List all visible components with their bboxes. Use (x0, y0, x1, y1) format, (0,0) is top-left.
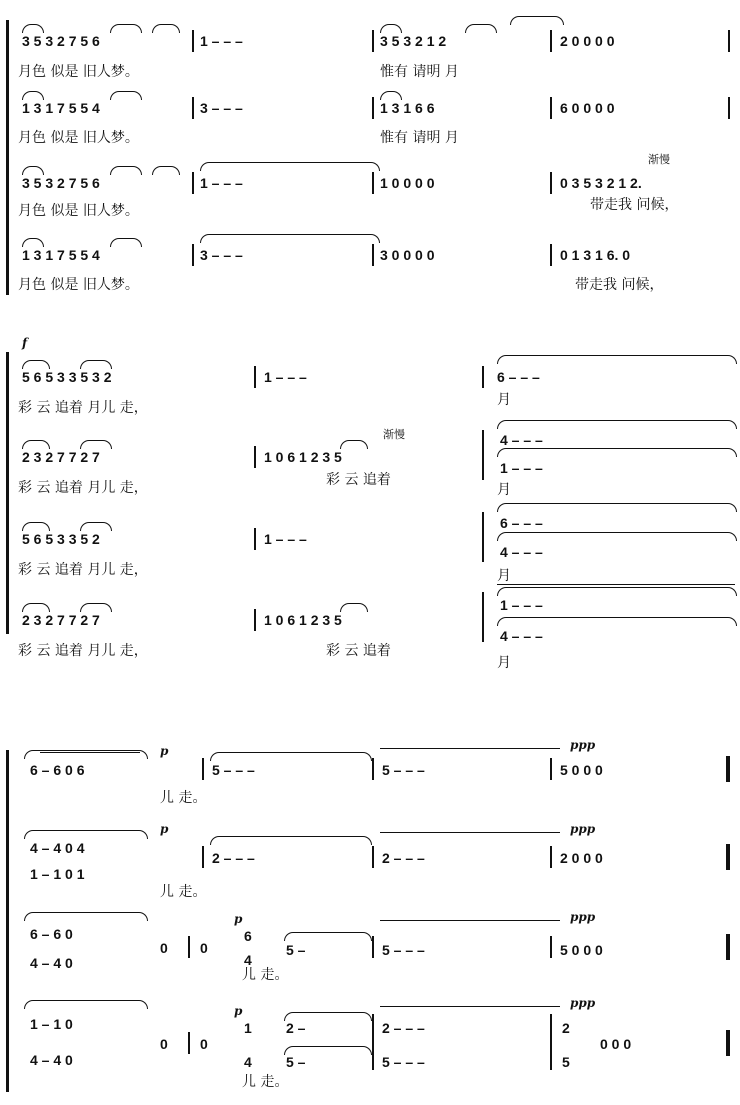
tie (380, 24, 402, 33)
dynamic-piano: p (160, 744, 169, 758)
tie (497, 617, 737, 626)
tie (497, 532, 737, 541)
notes-v4-m4b: 5 (562, 1054, 570, 1070)
notes-v2-m3: 1 3 1 6 6 (380, 100, 435, 116)
notes-v1-m3: 6 – – – (497, 369, 540, 385)
barline (254, 366, 256, 388)
notes-v4-m2: 1 0 6 1 2 3 5 (264, 612, 342, 628)
diminuendo (380, 1006, 560, 1007)
barline (550, 97, 552, 119)
tempo-mark: 渐慢 (383, 428, 405, 441)
tie (24, 912, 148, 921)
tie (497, 355, 737, 364)
barline (372, 1014, 374, 1070)
notes-v2-m3a: 4 – – – (500, 432, 543, 448)
notes-v1-m2: 1 – – – (264, 369, 307, 385)
tie (80, 360, 112, 369)
notes-v1-m1: 6 – 6 0 6 (30, 762, 85, 778)
barline (188, 1032, 190, 1054)
barline (550, 30, 552, 52)
notes-v4-m3: 3 0 0 0 0 (380, 247, 435, 263)
tie (200, 234, 380, 243)
notes-v4-m1b: 4 – 4 0 (30, 1052, 73, 1068)
diminuendo (380, 920, 560, 921)
notes-v2-m1b: 1 – 1 0 1 (30, 866, 85, 882)
dynamic-piano: p (234, 1004, 243, 1018)
tie (80, 440, 112, 449)
tie (110, 166, 142, 175)
dynamic-ppp: ppp (570, 738, 596, 752)
lyric-v2-a: 月色 似是 旧人梦。 (18, 130, 139, 146)
tie (24, 1000, 148, 1009)
lyric-v4-b: 彩 云 追着 (326, 643, 391, 659)
tie (22, 522, 50, 531)
notes-v4-m4a: 2 (562, 1020, 570, 1036)
barline (482, 592, 484, 642)
tie (110, 238, 142, 247)
barline (728, 97, 730, 119)
notes-v4-m4: 0 1 3 1 6. 0 (560, 247, 631, 263)
barline (550, 1014, 552, 1070)
notes-v1-m4: 5 0 0 0 (560, 762, 603, 778)
barline (254, 446, 256, 468)
notes-v1-m2: 1 – – – (200, 33, 243, 49)
dynamic-piano: p (234, 912, 243, 926)
lyric-v3-a: 彩 云 追着 月儿 走， (18, 562, 148, 578)
tie (152, 24, 180, 33)
barline (372, 97, 374, 119)
notes-v3-m1b: 4 – 4 0 (30, 955, 73, 971)
tie (497, 587, 737, 596)
lyric-v1-b: 惟有 请明 月 (380, 64, 459, 80)
tie (22, 360, 50, 369)
notes-v4-m2c: 2 – (286, 1020, 306, 1036)
barline (192, 244, 194, 266)
lyric-v3-a: 月色 似是 旧人梦。 (18, 203, 139, 219)
notes-v3-m3: 5 – – – (382, 942, 425, 958)
tie (110, 91, 142, 100)
lyric-v4-a: 彩 云 追着 月儿 走， (18, 643, 148, 659)
notes-v3-m4: 0 3 5 3 2 1 2. (560, 175, 642, 191)
system-bracket (6, 20, 9, 295)
barline (550, 936, 552, 958)
tie (497, 448, 737, 457)
notes-v3-m2: 0 (200, 940, 208, 956)
tie (22, 603, 50, 612)
notes-v2-m4: 6 0 0 0 0 (560, 100, 615, 116)
lyric-v3: 儿 走。 (242, 967, 289, 983)
final-barline (726, 934, 730, 960)
notes-v4-m3a: 2 – – – (382, 1020, 425, 1036)
tie (80, 522, 112, 531)
diminuendo (40, 752, 140, 753)
dynamic-forte: f (22, 336, 28, 350)
notes-v4-m3b: 4 – – – (500, 628, 543, 644)
dynamic-ppp: ppp (570, 996, 596, 1010)
tie (22, 440, 50, 449)
barline (482, 366, 484, 388)
barline (550, 244, 552, 266)
barline (192, 97, 194, 119)
notes-v3-m4: 5 0 0 0 (560, 942, 603, 958)
notes-v3-m2: 1 – – – (200, 175, 243, 191)
lyric-v4-a: 月色 似是 旧人梦。 (18, 277, 139, 293)
notes-v2-m2: 2 – – – (212, 850, 255, 866)
notes-v2-m3: 2 – – – (382, 850, 425, 866)
lyric-v3-c: 月 (497, 568, 511, 584)
tie (210, 752, 372, 761)
dynamic-ppp: ppp (570, 910, 596, 924)
barline (254, 609, 256, 631)
final-barline (726, 844, 730, 870)
tie (210, 836, 372, 845)
barline (188, 936, 190, 958)
notes-v3-m2c: 5 – (286, 942, 306, 958)
lyric-v1-a: 彩 云 追着 月儿 走， (18, 400, 148, 416)
notes-v2-m3b: 1 – – – (500, 460, 543, 476)
notes-v4-m2b: 4 (244, 1054, 252, 1070)
notes-v4-m2: 0 (200, 1036, 208, 1052)
notes-v4-m2d: 5 – (286, 1054, 306, 1070)
lyric-v1-b: 月 (497, 392, 511, 408)
barline (550, 758, 552, 780)
notes-v1-m3: 3 5 3 2 1 2 (380, 33, 447, 49)
lyric-v3-b: 带走我 问候， (590, 197, 679, 213)
tie (497, 503, 737, 512)
barline (192, 30, 194, 52)
notes-v4-m4: 0 0 0 (600, 1036, 632, 1052)
barline (372, 30, 374, 52)
notes-v3-m3a: 6 – – – (500, 515, 543, 531)
tie (340, 603, 368, 612)
notes-v2-m2: 1 0 6 1 2 3 5 (264, 449, 342, 465)
notes-v2-m4: 2 0 0 0 (560, 850, 603, 866)
notes-v4-m3a: 1 – – – (500, 597, 543, 613)
notes-v1-m2: 5 – – – (212, 762, 255, 778)
barline (202, 846, 204, 868)
barline (482, 512, 484, 562)
barline (728, 30, 730, 52)
notes-v3-m2a: 6 (244, 928, 252, 944)
notes-v4-m3b: 5 – – – (382, 1054, 425, 1070)
barline (550, 172, 552, 194)
lyric-v2-b: 彩 云 追着 (326, 472, 391, 488)
final-barline (726, 1030, 730, 1056)
notes-v2-m1a: 4 – 4 0 4 (30, 840, 85, 856)
lyric-v1: 儿 走。 (160, 790, 207, 806)
notes-v1-m3: 5 – – – (382, 762, 425, 778)
tie (284, 932, 372, 941)
tie-line (497, 584, 735, 585)
tie (22, 24, 44, 33)
tie (22, 238, 44, 247)
notes-v4-tail: 0 (160, 1036, 168, 1052)
tie (465, 24, 497, 33)
barline (192, 172, 194, 194)
dynamic-ppp: ppp (570, 822, 596, 836)
tie (510, 16, 564, 25)
lyric-v2-a: 彩 云 追着 月儿 走， (18, 480, 148, 496)
tie (497, 420, 737, 429)
diminuendo (380, 748, 560, 749)
notes-v3-m1a: 6 – 6 0 (30, 926, 73, 942)
tie (152, 166, 180, 175)
barline (372, 936, 374, 958)
notes-v1-m1: 3 5 3 2 7 5 6 (22, 33, 100, 49)
notes-v3-m2: 1 – – – (264, 531, 307, 547)
barline (372, 846, 374, 868)
notes-v3-m2b: 4 (244, 952, 252, 968)
lyric-v1-a: 月色 似是 旧人梦。 (18, 64, 139, 80)
notes-v1-m1: 5 6 5 3 3 5 3 2 (22, 369, 112, 385)
notes-v1-m4: 2 0 0 0 0 (560, 33, 615, 49)
barline (372, 172, 374, 194)
lyric-v2-b: 惟有 请明 月 (380, 130, 459, 146)
tie (340, 440, 368, 449)
tie (110, 24, 142, 33)
diminuendo (380, 832, 560, 833)
lyric-v2: 儿 走。 (160, 884, 207, 900)
final-barline (726, 756, 730, 782)
tempo-mark: 渐慢 (648, 153, 670, 166)
notes-v2-m1: 1 3 1 7 5 5 4 (22, 100, 100, 116)
barline (550, 846, 552, 868)
notes-v3-m1: 5 6 5 3 3 5 2 (22, 531, 100, 547)
barline (372, 244, 374, 266)
tie (24, 830, 148, 839)
notes-v4-m1: 2 3 2 7 7 2 7 (22, 612, 100, 628)
lyric-v4-c: 月 (497, 655, 511, 671)
notes-v4-m2: 3 – – – (200, 247, 243, 263)
system-bracket (6, 352, 9, 634)
notes-v4-m2a: 1 (244, 1020, 252, 1036)
barline (202, 758, 204, 780)
notes-v3-m3: 1 0 0 0 0 (380, 175, 435, 191)
lyric-v2-c: 月 (497, 482, 511, 498)
tie (380, 91, 402, 100)
dynamic-piano: p (160, 822, 169, 836)
notes-v2-m1: 2 3 2 7 7 2 7 (22, 449, 100, 465)
notes-v2-m2: 3 – – – (200, 100, 243, 116)
lyric-v4-b: 带走我 问候， (575, 277, 664, 293)
notes-v3-m3b: 4 – – – (500, 544, 543, 560)
notes-v3-m1: 3 5 3 2 7 5 6 (22, 175, 100, 191)
barline (254, 528, 256, 550)
notes-v4-m1a: 1 – 1 0 (30, 1016, 73, 1032)
tie (200, 162, 380, 171)
notes-v4-m1: 1 3 1 7 5 5 4 (22, 247, 100, 263)
tie (80, 603, 112, 612)
tie (22, 91, 44, 100)
notes-v3-tail: 0 (160, 940, 168, 956)
barline (372, 758, 374, 780)
lyric-v4: 儿 走。 (242, 1074, 289, 1090)
system-bracket (6, 750, 9, 1092)
barline (482, 430, 484, 480)
tie (22, 166, 44, 175)
